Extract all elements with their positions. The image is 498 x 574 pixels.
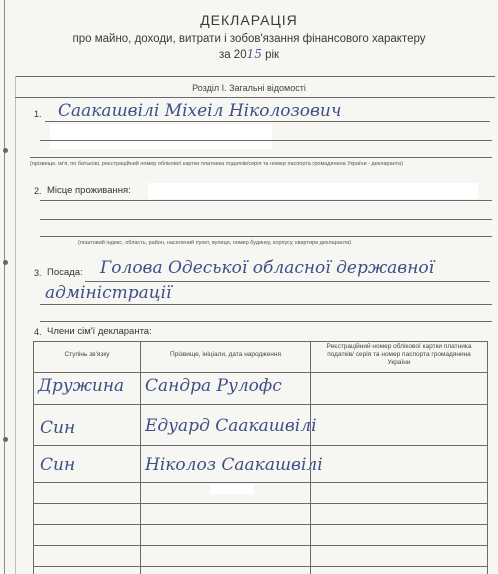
section-title: Розділ І. Загальні відомості [192, 83, 306, 93]
relation-cell: Дружина [38, 376, 125, 396]
document-subtitle: про майно, доходи, витрати і зобов'язання фінансового характеру [72, 33, 426, 45]
row-line-5 [33, 524, 488, 525]
row-line-3 [33, 482, 488, 483]
binding-hole [3, 437, 8, 442]
row-line-7 [33, 566, 488, 567]
section-top-border [15, 76, 495, 77]
redacted-date [210, 484, 254, 494]
field-4-label: Члени сім'ї декларанта: [47, 326, 152, 337]
declaration-year [0, 47, 498, 61]
field-2-line-3 [40, 236, 492, 237]
row-line-1 [33, 404, 488, 405]
section-left-border [15, 76, 16, 574]
field-1-line-3 [30, 157, 492, 158]
field-3-line [85, 281, 490, 282]
field-2-number: 2. [34, 186, 42, 196]
field-4-number: 4. [34, 327, 42, 337]
binding-hole [3, 260, 8, 265]
section-title-bottom-border [15, 97, 495, 98]
table-col-divider-1 [140, 341, 141, 574]
relation-cell: Син [40, 455, 76, 475]
field-2-label: Місце проживання: [47, 185, 131, 196]
row-line-2 [33, 445, 488, 446]
relation-cell: Син [40, 418, 76, 438]
year-suffix: рік [265, 49, 280, 61]
binding-hole [3, 148, 8, 153]
redacted-address [148, 183, 478, 199]
field-3-line-2 [40, 304, 492, 305]
position-line-1: Голова Одеської обласної державної [100, 258, 435, 278]
position-line-2: адміністрації [45, 283, 172, 303]
row-line-6 [33, 545, 488, 546]
table-header-border [33, 372, 488, 373]
field-2-line-2 [40, 219, 492, 220]
year-handwritten: 15 [246, 47, 262, 61]
table-left-border [33, 341, 34, 574]
name-cell: Едуард Саакашвілі [145, 416, 317, 436]
field-2-line [40, 200, 492, 201]
declarant-name: Саакашвілі Міхеіл Ніколозович [58, 101, 342, 121]
document-title: ДЕКЛАРАЦІЯ [200, 12, 298, 28]
name-cell: Сандра Рулофс [145, 376, 282, 396]
column-header-id: Реєстраційний номер облікової картки платника податків/ серія та номер паспорта громадянина України [326, 343, 472, 366]
table-right-border [487, 341, 488, 574]
name-cell: Ніколоз Саакашвілі [145, 455, 323, 475]
field-3-line-3 [40, 321, 492, 322]
column-header-relation: Ступінь зв'язку [64, 351, 110, 358]
field-1-caption: (прізвище, ім'я, по батькові, реєстраційний номер облікової картки платника податків/серія та номер паспорта громадянина України - декларанта) [30, 161, 404, 167]
year-prefix: за 20 [218, 49, 247, 61]
column-header-name: Прізвище, ініціали, дата народження [170, 351, 281, 358]
row-line-4 [33, 503, 488, 504]
table-top-border [33, 341, 488, 342]
redacted-id [50, 124, 272, 149]
field-1-line-2 [40, 140, 492, 141]
field-2-caption: (поштовий індекс, область, район, населений пункт, вулиця, номер будинку, корпусу, квартири декларанта) [78, 240, 352, 246]
field-1-line [45, 121, 490, 122]
field-3-label: Посада: [47, 267, 83, 278]
field-3-number: 3. [34, 268, 42, 278]
field-1-number: 1. [34, 109, 42, 119]
